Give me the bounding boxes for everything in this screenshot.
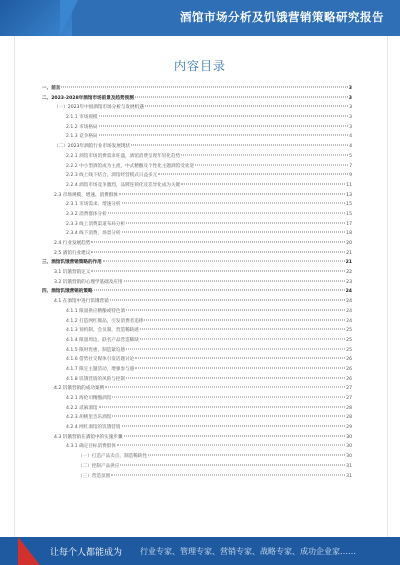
toc-entry-page: 28 <box>346 415 352 421</box>
toc-entry-title: 2.3.2 消费群体分析 <box>66 211 107 217</box>
toc-entry[interactable] <box>42 394 352 404</box>
toc-leader-dots <box>135 358 345 359</box>
toc-entry[interactable] <box>42 113 352 123</box>
toc-leader-dots <box>131 145 348 146</box>
toc-entry-title: 2.1.1 市场规模 <box>66 115 98 121</box>
toc-leader-dots <box>135 96 348 97</box>
toc-entry-title: （一）打造产品卖点，制造稀缺性 <box>78 454 147 460</box>
toc-entry-page: 3 <box>348 86 352 91</box>
toc-entry-page: 25 <box>346 347 352 353</box>
toc-leader-dots <box>144 319 345 320</box>
toc-leader-dots <box>119 193 345 194</box>
toc-leader-dots <box>122 203 346 204</box>
toc-entry-page: 5 <box>349 153 352 159</box>
toc-entry-title: 4.2.3 胡桃里音乐酒馆 <box>66 415 112 421</box>
header-accent-triangle <box>60 0 78 36</box>
toc-entry-page: 24 <box>346 299 352 305</box>
toc-entry-title: 2.4 行业发展趋势 <box>54 241 91 246</box>
toc-leader-dots <box>99 135 349 136</box>
toc-leader-dots <box>117 445 345 446</box>
toc-leader-dots <box>112 416 345 417</box>
toc-entry[interactable] <box>42 268 352 278</box>
toc-entry-page: 18 <box>346 231 352 237</box>
toc-entry[interactable] <box>42 162 352 172</box>
toc-entry-title: 4.1 在酒馆中进行饥饿营销 <box>54 299 109 305</box>
toc-entry[interactable] <box>42 171 352 181</box>
toc-entry[interactable] <box>42 220 352 230</box>
toc-entry-page: 21 <box>345 260 352 266</box>
toc-leader-dots <box>110 300 345 301</box>
toc-entry-page: 4 <box>349 134 352 140</box>
toc-leader-dots <box>145 106 348 107</box>
footer-accent-logo <box>18 537 40 565</box>
toc-entry-title: 四、酒馆饥饿营销的策略 <box>42 289 93 295</box>
toc-entry-page: 31 <box>346 473 352 479</box>
toc-leader-dots <box>195 164 348 165</box>
toc-entry-title: 3.2 饥饿营销的心理学基础及应用 <box>54 279 123 285</box>
toc-entry[interactable] <box>42 404 352 414</box>
footer-slogan: 让每个人都能成为 <box>50 548 123 558</box>
toc-entry[interactable] <box>42 413 352 423</box>
toc-entry[interactable] <box>42 365 352 375</box>
toc-entry-page: 21 <box>346 250 352 256</box>
toc-entry-page: 17 <box>346 221 352 227</box>
toc-entry-title: 2.2.4 酒馆市场竞争激烈，品牌连锁化及差异化成为关键 <box>66 182 181 188</box>
toc-entry[interactable] <box>42 472 352 482</box>
toc-entry-title: 4.2.4 网红酒馆的饥饿营销 <box>66 425 121 431</box>
toc-leader-dots <box>112 397 345 398</box>
toc-entry[interactable] <box>42 191 352 201</box>
toc-entry[interactable] <box>42 297 352 307</box>
toc-entry-title: 4.3.1 确定目标消费群体 <box>66 444 116 450</box>
toc-entry-title: 2.2.3 线上线下结合，酒馆经营模式日益多元 <box>66 173 158 179</box>
toc-entry-title: 2.3.4 线下消费、场景分析 <box>66 231 121 237</box>
footer-tagline: 行业专家、管理专家、营销专家、战略专家、成功企业家…… <box>140 547 356 556</box>
toc-entry-page: 31 <box>346 463 352 469</box>
toc-entry[interactable] <box>42 200 352 210</box>
toc-entry-title: 二、2023-2028年酒馆市场前景及趋势预测 <box>42 95 134 101</box>
toc-entry-title: （二）2023年酒馆行业市场发展现状 <box>54 144 131 150</box>
toc-leader-dots <box>126 348 345 349</box>
toc-entry-page: 3 <box>348 95 352 101</box>
footer-band <box>0 537 400 565</box>
toc-entry[interactable] <box>42 142 352 152</box>
toc-leader-dots <box>181 154 348 155</box>
toc-entry-page: 25 <box>346 337 352 343</box>
toc-leader-dots <box>61 87 347 88</box>
table-of-contents <box>42 84 352 481</box>
toc-entry-page: 25 <box>346 328 352 334</box>
toc-entry[interactable] <box>42 326 352 336</box>
toc-entry-title: 4.2 饥饿营销的成功案例 <box>54 386 105 392</box>
toc-entry[interactable] <box>42 452 352 462</box>
toc-entry-title: 一、前言 <box>42 86 61 91</box>
toc-leader-dots <box>158 174 348 175</box>
toc-entry-page: 30 <box>346 444 352 450</box>
toc-entry-page: 24 <box>346 318 352 324</box>
toc-entry-page: 24 <box>346 308 352 314</box>
toc-entry[interactable] <box>42 317 352 327</box>
toc-entry-title: 2.2.1 酒馆市场消费需求旺盛，酒馆消费呈现年轻化趋势 <box>66 153 181 159</box>
toc-entry-title: 4.1.8 饥饿营销的风险与控制 <box>66 376 126 382</box>
toc-entry[interactable] <box>42 229 352 239</box>
toc-leader-dots <box>126 309 345 310</box>
toc-entry-title: 2.1.2 市场格局 <box>66 124 98 130</box>
toc-entry-page: 9 <box>349 173 352 179</box>
toc-entry[interactable] <box>42 462 352 472</box>
toc-entry-title: 2.1.3 竞争格局 <box>66 134 98 140</box>
toc-entry-page: 30 <box>346 454 352 460</box>
toc-entry-title: 2.5 酒馆行业建议 <box>54 250 91 256</box>
toc-entry-page: 13 <box>346 192 352 198</box>
toc-entry-page: 3 <box>349 115 352 121</box>
toc-leader-dots <box>91 251 345 252</box>
toc-entry[interactable] <box>42 384 352 394</box>
toc-entry-page: 20 <box>346 241 352 246</box>
toc-entry[interactable] <box>42 210 352 220</box>
toc-entry-title: 4.1.5 限时优惠，制造紧迫感 <box>66 347 126 353</box>
toc-entry-title: 4.1.4 限量周边、联名产品营造稀缺 <box>66 337 139 343</box>
toc-entry[interactable] <box>42 132 352 142</box>
toc-entry-title: 4.1.3 预约制、会员制，营造稀缺感 <box>66 328 139 334</box>
toc-leader-dots <box>99 116 349 117</box>
toc-entry-page: 29 <box>346 425 352 431</box>
toc-leader-dots <box>124 280 346 281</box>
toc-entry[interactable] <box>42 307 352 317</box>
toc-entry-page: 24 <box>345 289 352 295</box>
toc-leader-dots <box>122 232 346 233</box>
toc-entry[interactable] <box>42 278 352 288</box>
toc-entry[interactable] <box>42 239 352 249</box>
toc-entry-page: 26 <box>346 366 352 372</box>
toc-leader-dots <box>124 435 346 436</box>
toc-leader-dots <box>122 426 346 427</box>
toc-entry[interactable] <box>42 249 352 259</box>
toc-entry-page: 27 <box>346 396 352 401</box>
toc-entry[interactable] <box>42 287 352 297</box>
toc-leader-dots <box>99 406 346 407</box>
toc-leader-dots <box>111 474 345 475</box>
toc-leader-dots <box>126 377 345 378</box>
toc-entry-title: 2.3 市场规模、增速、消费群体 <box>54 192 118 198</box>
toc-leader-dots <box>91 242 345 243</box>
toc-entry[interactable] <box>42 84 352 94</box>
toc-entry-title: （三）营造氛围 <box>78 473 111 479</box>
toc-entry[interactable] <box>42 103 352 113</box>
toc-leader-dots <box>135 367 345 368</box>
toc-leader-dots <box>140 329 345 330</box>
toc-entry-page: 26 <box>346 357 352 363</box>
toc-entry-title: （二）控制产品供应 <box>78 463 120 469</box>
toc-entry[interactable] <box>42 258 352 268</box>
toc-leader-dots <box>94 290 345 291</box>
toc-entry-page: 11 <box>346 182 352 188</box>
toc-entry[interactable] <box>42 152 352 162</box>
toc-leader-dots <box>140 338 345 339</box>
toc-entry-title: 3.1 饥饿营销定义 <box>54 270 91 276</box>
toc-entry-page: 28 <box>346 405 352 411</box>
toc-entry[interactable] <box>42 433 352 443</box>
toc-entry-page: 7 <box>349 163 352 169</box>
toc-entry-title: 4.2.1 海伦司精酿酒馆 <box>66 396 112 401</box>
report-title: 酒馆市场分析及饥饿营销策略研究报告 <box>180 10 384 24</box>
toc-heading: 内容目录 <box>173 59 226 73</box>
toc-entry[interactable] <box>42 346 352 356</box>
toc-entry-title: 三、酒馆饥饿营销策略的作用 <box>42 260 102 266</box>
toc-leader-dots <box>103 261 345 262</box>
toc-entry[interactable] <box>42 442 352 452</box>
toc-entry-title: 4.1.2 打造网红爆品，引发消费者追捧 <box>66 318 144 324</box>
toc-entry-title: 4.3 饥饿营销在酒馆中的实施步骤 <box>54 434 123 440</box>
toc-entry[interactable] <box>42 423 352 433</box>
toc-entry[interactable] <box>42 336 352 346</box>
toc-entry-page: 27 <box>346 386 352 392</box>
toc-entry-page: 15 <box>346 211 352 217</box>
toc-entry-page: 3 <box>349 105 352 111</box>
toc-entry-title: 2.2.2 中小型酒馆成为主流，中式精酿及个性化主题酒馆受欢迎 <box>66 163 194 169</box>
toc-leader-dots <box>120 464 345 465</box>
toc-leader-dots <box>126 222 345 223</box>
toc-leader-dots <box>91 271 345 272</box>
toc-leader-dots <box>108 212 345 213</box>
toc-leader-dots <box>181 183 345 184</box>
toc-entry-page: 15 <box>346 202 352 208</box>
toc-leader-dots <box>148 455 345 456</box>
toc-entry-title: 4.1.6 借势社交媒体引发话题讨论 <box>66 357 135 363</box>
toc-entry-title: 2.3.1 市场需求、增速分析 <box>66 202 121 208</box>
toc-entry-page: 30 <box>346 434 352 440</box>
toc-entry-page: 23 <box>346 279 352 285</box>
toc-entry[interactable] <box>42 355 352 365</box>
toc-entry[interactable] <box>42 123 352 133</box>
toc-entry-page: 22 <box>346 270 352 276</box>
toc-entry-title: 2.3.3 线上消费渠道布局分析 <box>66 221 126 227</box>
toc-entry-title: 4.2.2 贰麻酒馆 <box>66 405 98 411</box>
toc-entry[interactable] <box>42 181 352 191</box>
toc-entry[interactable] <box>42 375 352 385</box>
toc-entry-title: 4.1.7 限定主题活动，增强参与感 <box>66 366 135 372</box>
toc-entry[interactable] <box>42 94 352 104</box>
toc-entry-page: 26 <box>346 376 352 382</box>
toc-entry-page: 4 <box>349 144 352 150</box>
toc-leader-dots <box>99 125 349 126</box>
toc-entry-title: （一）2023年中国酒馆市场分析与发展机遇 <box>54 105 144 111</box>
toc-entry-page: 3 <box>349 124 352 130</box>
toc-leader-dots <box>105 387 345 388</box>
toc-entry-title: 4.1.1 限量供应精酿或特色酒 <box>66 308 126 314</box>
